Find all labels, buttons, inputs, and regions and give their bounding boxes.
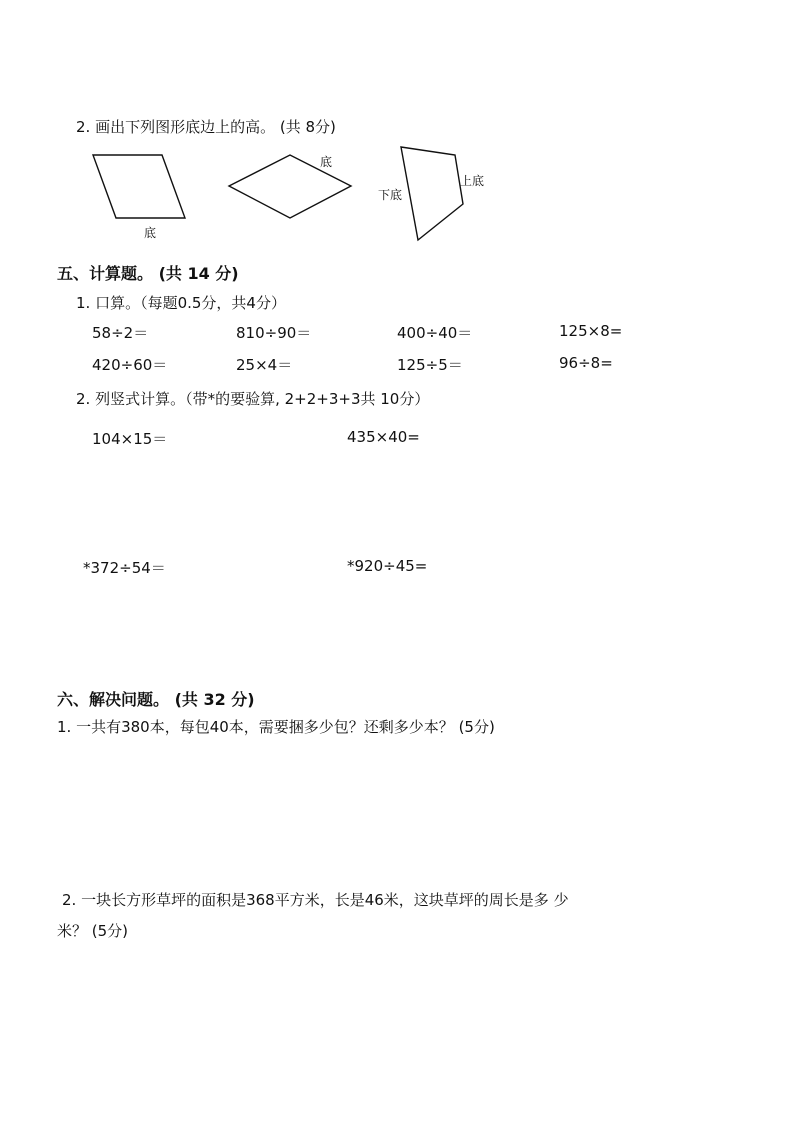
trapezoid-upper-base-label: 上底 [460,174,485,188]
oral-calc-item: 58÷2＝ [92,324,149,342]
rhombus-base-label: 底 [320,155,333,169]
oral-calc-item: 810÷90＝ [236,324,312,342]
q4-2-text: 2. 画出下列图形底边上的高。 (共 8分) [76,118,336,136]
q5-1-text: 1. 口算。（每题0.5分，共4分） [76,294,286,312]
oral-calc-item: 420÷60＝ [92,356,168,374]
q6-2-text-line2: 米？ (5分) [57,922,129,940]
oral-calc-item: 125×8= [559,322,623,340]
vertical-calc-item: *372÷54＝ [83,559,166,577]
section5-heading: 五、计算题。 (共 14 分) [57,264,239,283]
oral-calc-item: 96÷8= [559,354,613,372]
q6-1-text: 1. 一共有380本，每包40本，需要捆多少包？还剩多少本？ (5分) [57,718,495,736]
q5-2-text: 2. 列竖式计算。（带*的要验算, 2+2+3+3共 10分） [76,390,430,408]
oral-calc-item: 25×4＝ [236,356,293,374]
vertical-calc-item: 104×15＝ [92,430,168,448]
parallelogram-base-label: 底 [144,226,157,240]
trapezoid-shape [401,147,463,240]
geometry-figures [0,0,794,260]
trapezoid-lower-base-label: 下底 [378,188,403,202]
oral-calc-item: 125÷5＝ [397,356,463,374]
parallelogram-shape [93,155,185,218]
q6-2-text-line1: 2. 一块长方形草坪的面积是368平方米，长是46米，这块草坪的周长是多 少 [62,891,569,909]
oral-calc-item: 400÷40＝ [397,324,473,342]
vertical-calc-item: *920÷45= [347,557,428,575]
rhombus-shape [229,155,351,218]
section6-heading: 六、解决问题。 (共 32 分) [57,690,255,709]
vertical-calc-item: 435×40= [347,428,420,446]
